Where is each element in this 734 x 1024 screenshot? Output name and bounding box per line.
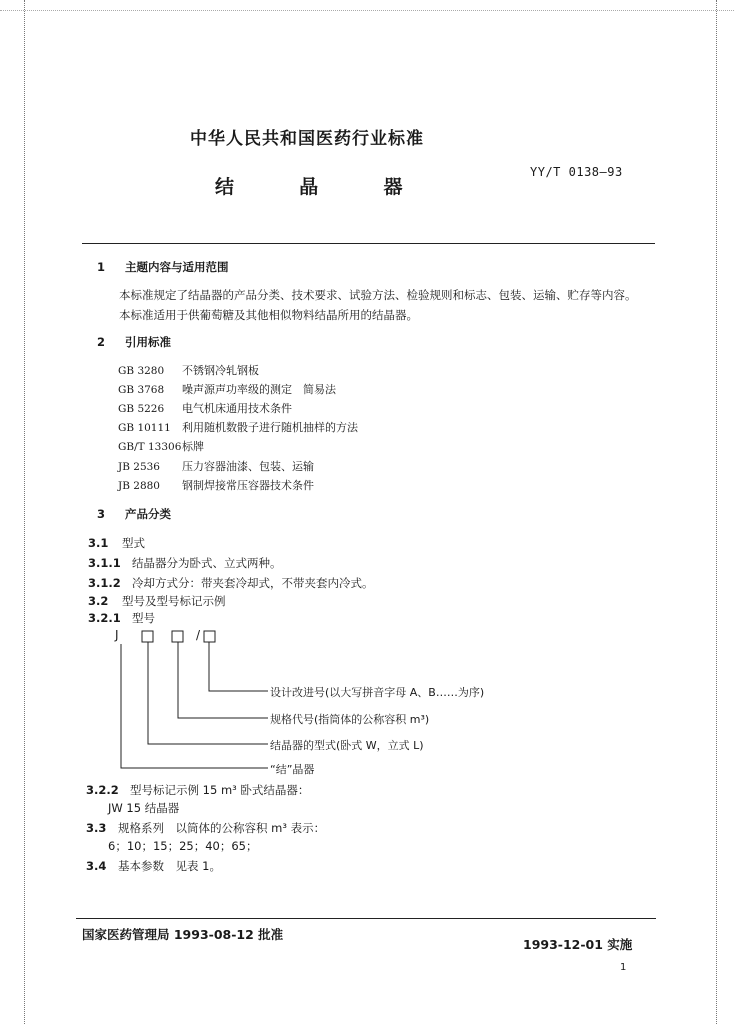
section-1-para-2: 本标准适用于供葡萄糖及其他相似物料结晶所用的结晶器。 (119, 308, 418, 322)
clause-3-1-number: 3.1 (88, 536, 109, 550)
scan-edge-right (716, 0, 717, 1024)
leader-line-1 (209, 642, 268, 691)
clause-3-1-text: 型式 (122, 536, 145, 550)
reference-code: JB 2536 (118, 461, 160, 473)
section-3-title: 产品分类 (125, 507, 172, 521)
reference-item (118, 419, 358, 435)
clause-3-3-text: 规格系列 以筒体的公称容积 m³ 表示： (118, 821, 326, 835)
clause-3-2-number: 3.2 (88, 594, 109, 608)
model-example: JW 15 结晶器 (108, 801, 180, 815)
reference-code: GB/T 13306 (118, 441, 182, 453)
clause-3-4 (86, 858, 221, 874)
reference-code: GB 3280 (118, 365, 165, 377)
reference-item (118, 477, 314, 493)
clause-3-2-2-text: 型号标记示例 15 m³ 卧式结晶器： (130, 783, 310, 797)
document-title (215, 172, 403, 199)
reference-item (118, 438, 204, 454)
leader-line-2 (178, 642, 268, 718)
reference-item (118, 362, 259, 378)
reference-code: GB 5226 (118, 403, 165, 415)
section-2-heading (97, 334, 171, 350)
clause-3-1-1-text: 结晶器分为卧式、立式两种。 (132, 556, 282, 570)
clause-3-1-2 (88, 575, 374, 591)
model-diagram-lines (110, 628, 530, 788)
clause-3-2-2-number: 3.2.2 (86, 783, 119, 797)
clause-3-1-1-number: 3.1.1 (88, 556, 121, 570)
spec-series-values: 6；10；15；25；40；65； (108, 839, 258, 853)
reference-code: GB 10111 (118, 422, 171, 434)
org-title: 中华人民共和国医药行业标准 (190, 129, 424, 149)
section-3-heading (97, 506, 171, 522)
clause-3-1-1 (88, 555, 282, 571)
reference-item (118, 458, 314, 474)
title-char-2: 晶 (299, 176, 319, 198)
reference-title: 标牌 (182, 440, 204, 453)
footer-rule (76, 918, 656, 919)
clause-3-4-number: 3.4 (86, 859, 107, 873)
reference-item (118, 400, 292, 416)
title-char-1: 结 (215, 176, 235, 198)
clause-3-2-1-number: 3.2.1 (88, 611, 121, 625)
reference-title: 电气机床通用技术条件 (182, 402, 292, 415)
clause-3-3-number: 3.3 (86, 821, 107, 835)
model-box-1 (142, 631, 153, 642)
reference-item (118, 381, 336, 397)
section-1-heading (97, 259, 229, 275)
section-1-number: 1 (97, 260, 106, 274)
clause-3-2 (88, 593, 226, 609)
scan-edge-left (24, 0, 25, 1024)
page-number: 1 (620, 962, 627, 973)
clause-3-2-1 (88, 610, 155, 626)
clause-3-1-2-text: 冷却方式分：带夹套冷却式，不带夹套内冷式。 (132, 576, 374, 590)
reference-title: 压力容器油漆、包装、运输 (182, 460, 314, 473)
header-rule (82, 243, 655, 244)
clause-3-3 (86, 820, 325, 836)
clause-3-4-text: 基本参数 见表 1。 (118, 859, 221, 873)
clause-3-2-text: 型号及型号标记示例 (122, 594, 226, 608)
clause-3-2-2 (86, 782, 309, 798)
issued-by: 国家医药管理局 1993-08-12 批准 (82, 927, 284, 942)
clause-3-2-1-text: 型号 (132, 611, 155, 625)
reference-code: JB 2880 (118, 480, 160, 492)
section-2-number: 2 (97, 335, 106, 349)
model-box-3 (204, 631, 215, 642)
standard-code: YY/T 0138—93 (530, 165, 623, 179)
effective-date: 1993-12-01 实施 (523, 937, 633, 952)
scan-edge-top (0, 10, 734, 11)
model-label-type: 结晶器的型式(卧式 W，立式 L) (270, 739, 424, 752)
reference-title: 噪声源声功率级的测定 简易法 (182, 383, 336, 396)
model-prefix: J (115, 628, 119, 642)
reference-title: 钢制焊接常压容器技术条件 (182, 479, 314, 492)
leader-line-4 (121, 644, 268, 768)
clause-3-1 (88, 535, 145, 551)
reference-title: 不锈钢冷轧钢板 (182, 364, 259, 377)
clause-3-1-2-number: 3.1.2 (88, 576, 121, 590)
section-2-title: 引用标准 (125, 335, 172, 349)
model-label-crystallizer: “结”晶器 (270, 763, 315, 776)
section-3-number: 3 (97, 507, 106, 521)
title-char-3: 器 (383, 176, 403, 198)
model-slash: / (196, 628, 201, 642)
model-label-design: 设计改进号(以大写拼音字母 A、B……为序) (270, 686, 485, 699)
reference-code: GB 3768 (118, 384, 165, 396)
reference-title: 利用随机数骰子进行随机抽样的方法 (182, 421, 358, 434)
leader-line-3 (148, 642, 268, 744)
model-box-2 (172, 631, 183, 642)
section-1-para-1: 本标准规定了结晶器的产品分类、技术要求、试验方法、检验规则和标志、包装、运输、贮存等内容。 (119, 288, 637, 302)
model-designation-diagram (110, 628, 530, 788)
section-1-title: 主题内容与适用范围 (125, 260, 229, 274)
model-label-spec: 规格代号(指筒体的公称容积 m³) (270, 713, 430, 726)
